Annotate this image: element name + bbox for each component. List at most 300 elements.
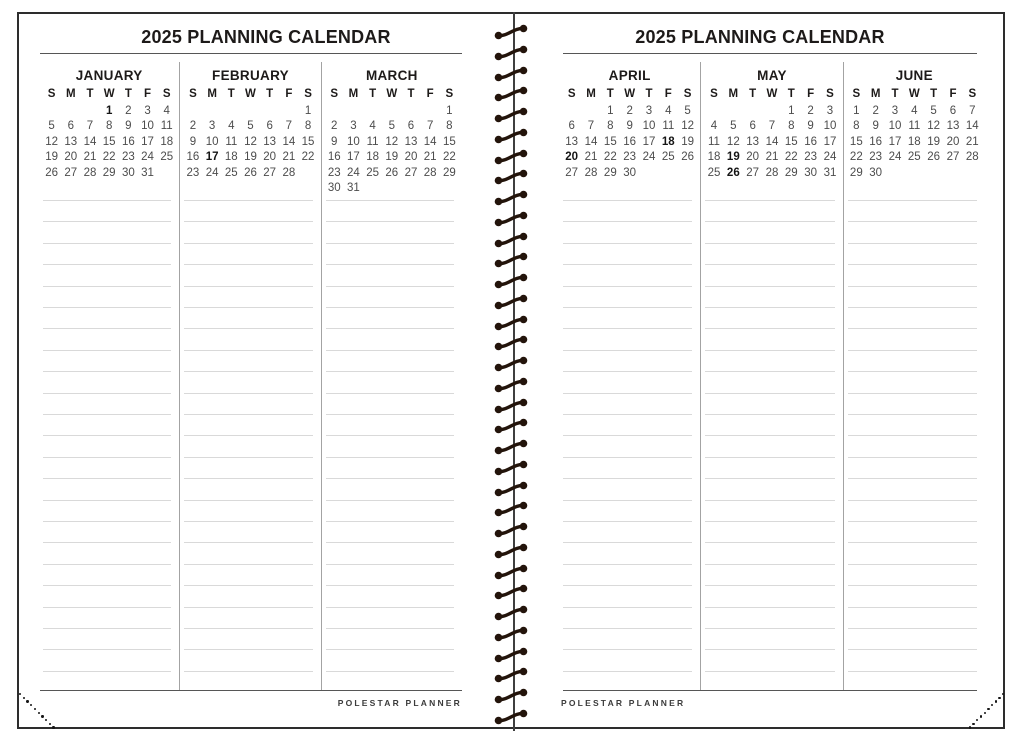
spiral-coil xyxy=(494,127,528,145)
note-line xyxy=(43,350,171,351)
calendar-day: 6 xyxy=(407,120,415,132)
spiral-coil xyxy=(494,542,528,560)
calendar-day: 1 xyxy=(607,104,614,117)
spiral-coil xyxy=(494,625,528,643)
calendar-week-row xyxy=(844,104,985,120)
calendar-day: 30 xyxy=(804,166,818,179)
calendar-day: 13 xyxy=(263,135,277,148)
note-line xyxy=(563,371,692,372)
weekday-header-row xyxy=(39,87,179,103)
calendar-day: 7 xyxy=(768,120,776,132)
note-line xyxy=(43,457,171,458)
note-line xyxy=(184,200,312,201)
calendar-day: 11 xyxy=(225,135,238,148)
spiral-coil xyxy=(494,210,528,228)
calendar-day: 13 xyxy=(746,135,760,148)
bottom-rule xyxy=(563,690,977,691)
calendar-week-row xyxy=(322,104,462,120)
calendar-day: 9 xyxy=(125,120,132,132)
calendar-day: 20 xyxy=(64,151,78,163)
calendar-day: 22 xyxy=(784,151,798,163)
note-line xyxy=(326,243,454,244)
month-title: APRIL xyxy=(608,68,651,83)
page-title: 2025 PLANNING CALENDAR xyxy=(635,27,885,47)
month-title: MAY xyxy=(757,68,787,83)
calendar-day: 13 xyxy=(565,135,579,148)
perforation-dot xyxy=(969,726,971,728)
calendar-day: 6 xyxy=(949,104,957,117)
calendar-day: 27 xyxy=(404,166,418,179)
calendar-day: 17 xyxy=(888,135,902,148)
note-line xyxy=(705,478,834,479)
spiral-coil xyxy=(494,231,528,249)
weekday-label: M xyxy=(207,88,217,100)
note-line xyxy=(563,457,692,458)
calendar-day xyxy=(363,104,382,120)
calendar-day: 15 xyxy=(849,135,863,148)
note-line xyxy=(848,478,977,479)
calendar-day: 9 xyxy=(872,120,879,132)
calendar-day: 27 xyxy=(746,166,760,179)
weekday-label: T xyxy=(407,88,415,100)
weekday-header-row xyxy=(844,87,985,103)
note-line xyxy=(184,243,312,244)
calendar-day: 5 xyxy=(48,120,55,132)
calendar-day xyxy=(421,181,440,197)
note-line xyxy=(184,607,312,608)
note-line xyxy=(43,286,171,287)
note-line xyxy=(184,435,312,436)
spiral-coil xyxy=(494,521,528,539)
calendar-day: 30 xyxy=(327,182,341,194)
calendar-day xyxy=(401,104,420,120)
note-line xyxy=(848,521,977,522)
calendar-day: 10 xyxy=(205,135,219,148)
calendar-day: 1 xyxy=(105,104,113,117)
calendar-day xyxy=(440,181,459,197)
note-line xyxy=(43,328,171,329)
calendar-day xyxy=(678,166,697,182)
calendar-day: 21 xyxy=(765,151,779,163)
calendar-day: 16 xyxy=(869,135,883,148)
weekday-label: M xyxy=(728,88,739,100)
calendar-day: 10 xyxy=(141,120,154,132)
weekday-label: F xyxy=(144,88,152,100)
calendar-day: 21 xyxy=(584,151,598,163)
note-line xyxy=(184,371,312,372)
weekday-label: W xyxy=(908,88,920,100)
calendar-day: 27 xyxy=(946,151,960,163)
spiral-coil xyxy=(494,334,528,352)
calendar-day: 17 xyxy=(823,135,837,148)
note-line xyxy=(563,585,692,586)
weekday-label: T xyxy=(124,88,132,100)
calendar-day: 19 xyxy=(681,135,695,148)
calendar-week-row xyxy=(559,166,700,182)
calendar-day: 19 xyxy=(927,135,941,148)
calendar-week-row xyxy=(322,150,462,166)
calendar-day: 24 xyxy=(141,151,154,163)
calendar-day xyxy=(724,104,743,120)
calendar-day: 14 xyxy=(423,135,437,148)
note-line xyxy=(326,457,454,458)
calendar-day: 25 xyxy=(224,166,238,179)
calendar-day: 12 xyxy=(681,120,695,132)
calendar-day: 2 xyxy=(189,120,197,132)
note-line xyxy=(43,628,171,629)
calendar-day: 21 xyxy=(83,151,97,163)
calendar-week-row xyxy=(701,104,842,120)
calendar-day xyxy=(279,104,298,120)
calendar-day: 7 xyxy=(426,120,434,132)
calendar-week-row xyxy=(180,104,320,120)
calendar-day: 29 xyxy=(603,166,617,179)
note-line xyxy=(43,435,171,436)
note-line xyxy=(705,564,834,565)
note-line xyxy=(43,500,171,501)
calendar-day: 24 xyxy=(205,166,219,179)
calendar-day: 14 xyxy=(83,135,97,148)
note-line xyxy=(184,500,312,501)
note-line xyxy=(43,307,171,308)
note-line xyxy=(705,607,834,608)
perforation-dot xyxy=(41,715,43,717)
note-line xyxy=(705,585,834,586)
note-line xyxy=(705,307,834,308)
calendar-day: 5 xyxy=(730,120,737,132)
calendar-day: 4 xyxy=(228,120,235,132)
calendar-day: 18 xyxy=(224,151,238,163)
calendar-day: 24 xyxy=(642,151,656,163)
spiral-coil xyxy=(494,293,528,311)
note-line xyxy=(705,371,834,372)
calendar-day: 14 xyxy=(584,135,598,148)
planner-page-left xyxy=(19,14,513,727)
calendar-day: 14 xyxy=(765,135,779,148)
note-line xyxy=(184,585,312,586)
calendar-day: 22 xyxy=(102,151,116,163)
calendar-day: 26 xyxy=(726,166,740,179)
note-line xyxy=(705,542,834,543)
weekday-header-row xyxy=(559,87,700,103)
calendar-day xyxy=(203,104,222,120)
calendar-day: 2 xyxy=(331,120,338,132)
weekday-header-row xyxy=(322,87,462,103)
note-line xyxy=(563,500,692,501)
weekday-label: W xyxy=(766,88,778,100)
calendar-day: 1 xyxy=(446,104,453,117)
calendar-day: 23 xyxy=(869,151,883,163)
calendar-day: 9 xyxy=(626,120,633,132)
note-line xyxy=(848,200,977,201)
weekday-label: T xyxy=(606,88,614,100)
note-line xyxy=(43,221,171,222)
note-line xyxy=(43,264,171,265)
note-line xyxy=(848,500,977,501)
note-line xyxy=(43,414,171,415)
calendar-day: 11 xyxy=(908,120,921,132)
weekday-label: T xyxy=(930,88,938,100)
calendar-day: 8 xyxy=(105,120,113,132)
calendar-day xyxy=(639,166,658,182)
calendar-day: 4 xyxy=(163,104,170,117)
weekday-label: T xyxy=(645,88,653,100)
note-line xyxy=(705,264,834,265)
calendar-day: 26 xyxy=(927,151,941,163)
note-line xyxy=(184,542,312,543)
note-line xyxy=(326,542,454,543)
note-line xyxy=(184,564,312,565)
calendar-day: 1 xyxy=(853,104,860,117)
calendar-day xyxy=(905,166,924,182)
calendar-day xyxy=(382,181,401,197)
calendar-day: 7 xyxy=(969,104,976,117)
note-line xyxy=(43,649,171,650)
perforation-dot xyxy=(38,712,40,714)
calendar-day: 25 xyxy=(661,151,675,163)
calendar-week-row xyxy=(39,166,179,182)
calendar-day: 23 xyxy=(804,151,818,163)
calendar-day xyxy=(61,104,80,120)
note-line xyxy=(326,371,454,372)
note-line xyxy=(848,457,977,458)
note-line xyxy=(43,200,171,201)
weekday-label: T xyxy=(891,88,899,100)
calendar-day: 18 xyxy=(707,151,721,163)
weekday-label: M xyxy=(348,88,359,100)
calendar-day: 3 xyxy=(144,104,151,117)
month-column xyxy=(179,62,320,690)
weekday-label: S xyxy=(683,88,692,100)
calendar-week-row xyxy=(39,150,179,166)
calendar-day: 18 xyxy=(661,135,675,148)
calendar-week-row xyxy=(322,119,462,135)
calendar-day: 7 xyxy=(587,120,595,132)
calendar-day: 16 xyxy=(121,135,135,148)
calendar-day xyxy=(325,104,344,120)
calendar-day: 11 xyxy=(366,135,379,148)
calendar-day: 16 xyxy=(804,135,818,148)
calendar-day: 4 xyxy=(710,120,718,132)
calendar-day xyxy=(401,181,420,197)
calendar-day: 6 xyxy=(266,120,273,132)
note-line xyxy=(705,500,834,501)
note-line xyxy=(326,307,454,308)
note-line xyxy=(705,649,834,650)
note-line xyxy=(563,414,692,415)
note-line xyxy=(563,286,692,287)
note-line xyxy=(326,435,454,436)
calendar-day xyxy=(241,104,260,120)
calendar-day: 26 xyxy=(681,151,695,163)
spiral-coil xyxy=(494,666,528,684)
calendar-day: 16 xyxy=(327,151,341,163)
calendar-week-row xyxy=(701,119,842,135)
calendar-day: 8 xyxy=(853,120,860,132)
perforation-dot xyxy=(987,708,989,710)
note-line xyxy=(563,393,692,394)
calendar-day: 16 xyxy=(623,135,637,148)
note-line xyxy=(848,435,977,436)
spiral-coil xyxy=(494,106,528,124)
spiral-coil xyxy=(494,397,528,415)
calendar-week-row xyxy=(701,135,842,151)
calendar-day: 6 xyxy=(67,120,74,132)
perforation-dot xyxy=(995,700,997,702)
calendar-day: 28 xyxy=(423,166,437,179)
spiral-coil xyxy=(494,251,528,269)
perforation-dot xyxy=(49,723,51,725)
calendar-day: 23 xyxy=(623,151,637,163)
title-rule xyxy=(40,53,462,54)
calendar-day: 12 xyxy=(385,135,399,148)
note-line xyxy=(563,649,692,650)
calendar-day: 10 xyxy=(823,120,837,132)
calendar-day: 23 xyxy=(327,166,341,179)
weekday-label: S xyxy=(826,88,834,100)
calendar-day: 4 xyxy=(665,104,672,117)
calendar-day: 10 xyxy=(642,120,656,132)
calendar-day: 15 xyxy=(603,135,617,148)
calendar-day: 18 xyxy=(907,135,921,148)
month-title: MARCH xyxy=(365,68,418,83)
note-line xyxy=(184,649,312,650)
calendar-day: 15 xyxy=(102,135,116,148)
weekday-label: M xyxy=(65,88,76,100)
note-line xyxy=(848,542,977,543)
calendar-day xyxy=(421,104,440,120)
calendar-week-row xyxy=(322,166,462,182)
calendar-day: 31 xyxy=(823,166,837,179)
mini-calendar xyxy=(559,62,700,181)
note-line xyxy=(705,286,834,287)
calendar-day: 29 xyxy=(102,166,116,179)
weekday-label: F xyxy=(285,88,293,100)
note-line xyxy=(705,350,834,351)
weekday-label: F xyxy=(807,88,815,100)
note-line xyxy=(563,435,692,436)
mini-calendar xyxy=(844,62,985,181)
spiral-coil xyxy=(494,189,528,207)
planner-page-right xyxy=(515,14,1005,727)
calendar-day: 28 xyxy=(282,166,296,179)
note-line xyxy=(848,221,977,222)
calendar-day xyxy=(222,104,241,120)
calendar-day: 17 xyxy=(642,135,656,148)
note-line xyxy=(848,307,977,308)
calendar-week-row xyxy=(180,119,320,135)
calendar-day xyxy=(80,104,99,120)
calendar-day: 17 xyxy=(141,135,154,148)
note-line xyxy=(184,350,312,351)
note-line xyxy=(326,393,454,394)
calendar-day: 8 xyxy=(788,120,795,132)
note-line xyxy=(848,286,977,287)
note-line xyxy=(43,607,171,608)
calendar-day: 2 xyxy=(626,104,633,117)
weekday-label: S xyxy=(567,88,576,100)
note-line xyxy=(326,414,454,415)
calendar-day: 21 xyxy=(282,151,296,163)
calendar-day xyxy=(963,166,982,182)
note-line xyxy=(563,628,692,629)
calendar-week-row xyxy=(844,135,985,151)
perforation-dot xyxy=(984,712,986,714)
weekday-label: S xyxy=(445,88,454,100)
calendar-week-row xyxy=(39,135,179,151)
note-line xyxy=(326,478,454,479)
calendar-day: 7 xyxy=(285,120,293,132)
note-line xyxy=(184,457,312,458)
calendar-day xyxy=(943,166,962,182)
note-line xyxy=(184,393,312,394)
weekday-label: T xyxy=(369,88,377,100)
calendar-day: 20 xyxy=(746,151,760,163)
weekday-label: W xyxy=(103,88,115,100)
weekday-label: F xyxy=(426,88,434,100)
month-column xyxy=(39,62,179,690)
calendar-day: 6 xyxy=(749,120,756,132)
spiral-coil xyxy=(494,44,528,62)
calendar-day xyxy=(562,104,581,120)
note-line xyxy=(848,564,977,565)
calendar-week-row xyxy=(559,119,700,135)
spiral-coil xyxy=(494,85,528,103)
weekday-label: T xyxy=(749,88,757,100)
calendar-day: 15 xyxy=(442,135,456,148)
calendar-day: 29 xyxy=(849,166,863,179)
calendar-day: 16 xyxy=(186,151,200,163)
weekday-label: S xyxy=(189,88,197,100)
calendar-day: 5 xyxy=(388,120,396,132)
calendar-day: 25 xyxy=(160,151,174,163)
note-line xyxy=(184,628,312,629)
calendar-day: 12 xyxy=(45,135,58,148)
calendar-day: 3 xyxy=(350,120,357,132)
month-column xyxy=(559,62,700,690)
month-column xyxy=(700,62,842,690)
calendar-day: 3 xyxy=(826,104,834,117)
note-line xyxy=(184,221,312,222)
note-line xyxy=(705,521,834,522)
note-line xyxy=(43,585,171,586)
spiral-coil xyxy=(494,148,528,166)
note-line xyxy=(326,328,454,329)
calendar-day: 29 xyxy=(784,166,798,179)
calendar-day: 11 xyxy=(662,120,675,132)
title-rule xyxy=(563,53,977,54)
note-line xyxy=(705,393,834,394)
note-line xyxy=(563,350,692,351)
calendar-day: 27 xyxy=(64,166,78,179)
calendar-week-row xyxy=(180,150,320,166)
note-line xyxy=(563,564,692,565)
weekday-label: T xyxy=(787,88,795,100)
calendar-week-row xyxy=(322,135,462,151)
weekday-label: S xyxy=(968,88,977,100)
note-line xyxy=(563,542,692,543)
calendar-day: 5 xyxy=(930,104,937,117)
calendar-day: 9 xyxy=(331,135,338,148)
note-line xyxy=(326,649,454,650)
spiral-coil xyxy=(494,459,528,477)
calendar-day: 10 xyxy=(888,120,902,132)
spiral-coil xyxy=(494,604,528,622)
calendar-day: 19 xyxy=(385,151,399,163)
perforation-dot xyxy=(972,723,974,725)
note-line xyxy=(848,243,977,244)
weekday-label: W xyxy=(624,88,636,100)
